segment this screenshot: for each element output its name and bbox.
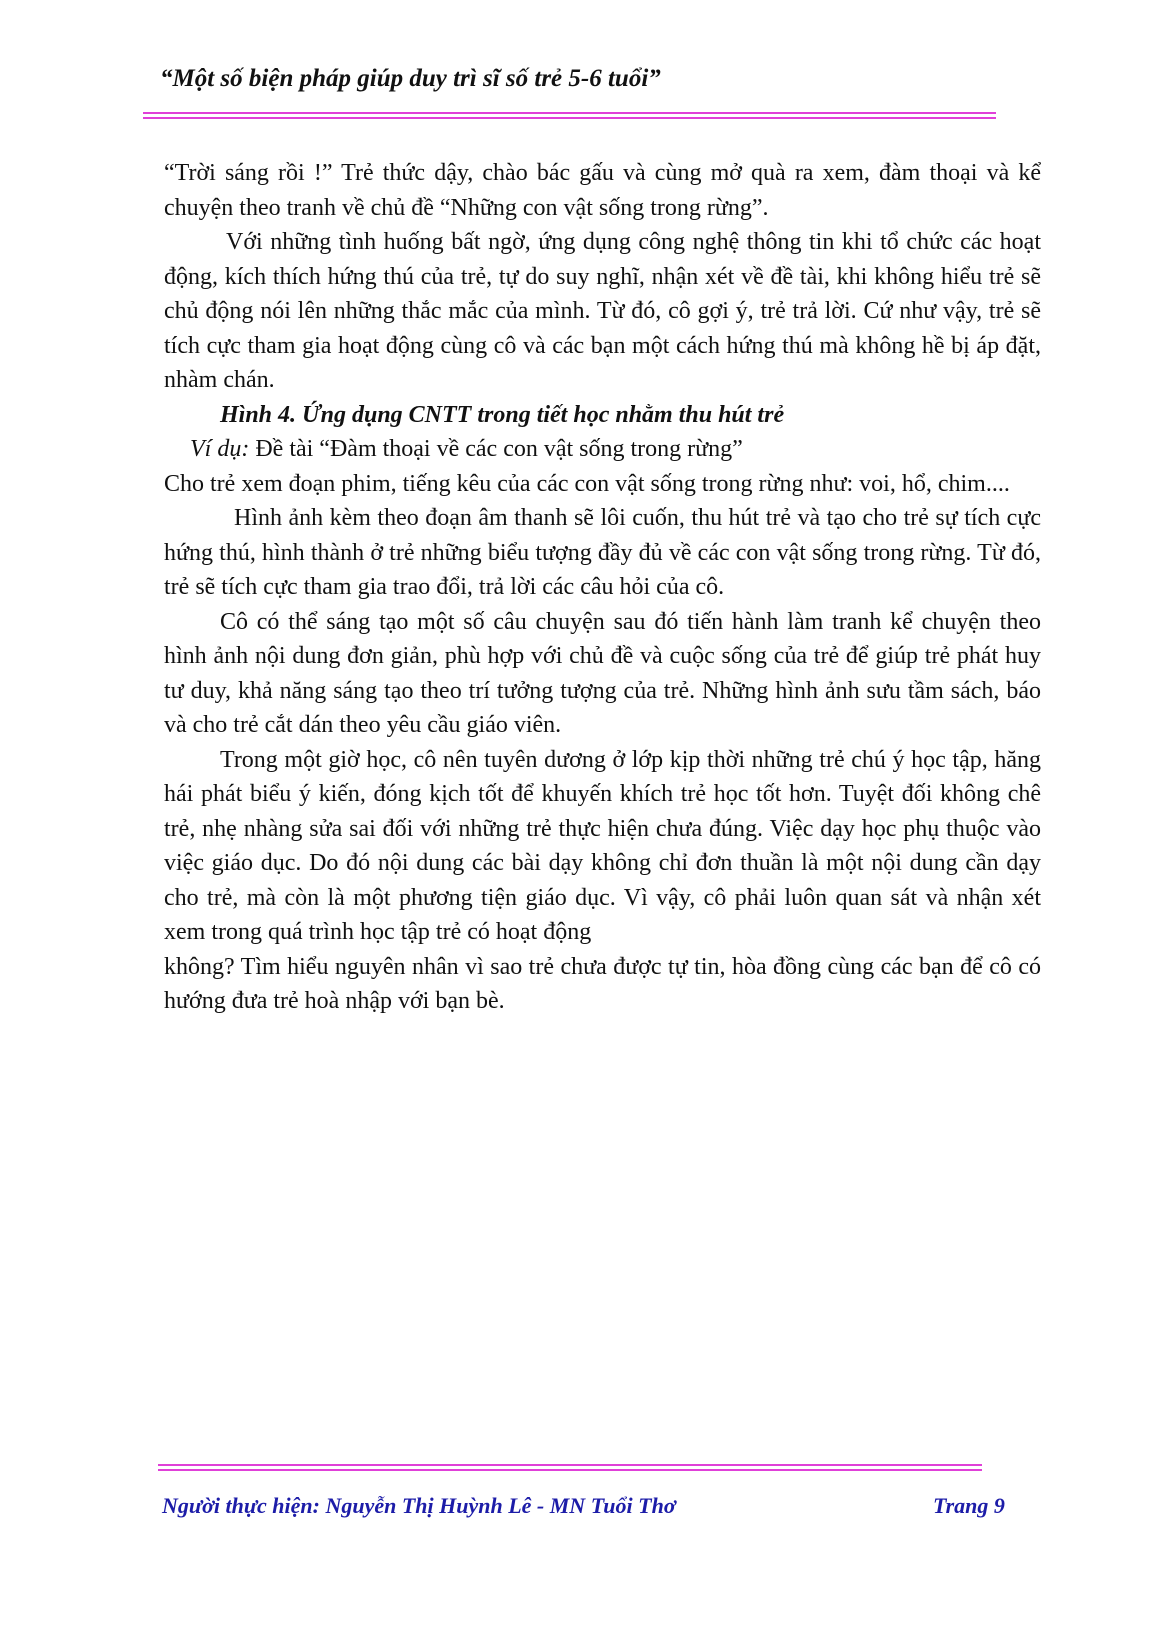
paragraph-5: Cô có thể sáng tạo một số câu chuyện sau đó tiến hành làm tranh kể chuyện theo hình ảnh nội dung đơn giản, phù hợp với chủ đề và cuộc sống của trẻ để giúp trẻ phát huy tư duy, khả năng sáng tạo theo trí tưởng tượng của trẻ. Những hình ảnh sưu tầm sách, báo và cho trẻ cắt dán theo yêu cầu giáo viên. (164, 608, 1041, 738)
page-number: Trang 9 (933, 1493, 1005, 1518)
page-header-title: “Một số biện pháp giúp duy trì sĩ số trẻ 5-6 tuổi” (160, 65, 661, 92)
figure-caption-text: Hình 4. Ứng dụng CNTT trong tiết học nhằm thu hút trẻ (220, 401, 785, 428)
footer-rule-top (158, 1464, 982, 1466)
footer-author: Người thực hiện: Nguyễn Thị Huỳnh Lê - MN Tuổi Thơ (162, 1493, 676, 1518)
footer-rule-bottom (158, 1469, 982, 1471)
figure-caption (164, 398, 1041, 433)
example-line (164, 432, 1041, 467)
paragraph-3: Cho trẻ xem đoạn phim, tiếng kêu của các con vật sống trong rừng như: voi, hổ, chim.... (164, 470, 1010, 497)
example-label: Ví dụ: (190, 436, 250, 462)
paragraph-7: không? Tìm hiểu nguyên nhân vì sao trẻ chưa được tự tin, hòa đồng cùng các bạn để cô có hướng đưa trẻ hoà nhập với bạn bè. (164, 953, 1041, 1014)
paragraph-6: Trong một giờ học, cô nên tuyên dương ở lớp kịp thời những trẻ chú ý học tập, hăng hái phát biểu ý kiến, đóng kịch tốt để khuyến khích trẻ học tốt hơn. Tuyệt đối không chê trẻ, nhẹ nhàng sửa sai đối với những trẻ thực hiện chưa đúng. Việc dạy học phụ thuộc vào việc giáo dục. Do đó nội dung các bài dạy không chỉ đơn thuần là một nội dung cần dạy cho trẻ, mà còn là một phương tiện giáo dục. Vì vậy, cô phải luôn quan sát và nhận xét xem trong quá trình học tập trẻ có hoạt động (164, 746, 1041, 945)
paragraph-4: Hình ảnh kèm theo đoạn âm thanh sẽ lôi cuốn, thu hút trẻ và tạo cho trẻ sự tích cực hứng thú, hình thành ở trẻ những biểu tượng đầy đủ về các con vật sống trong rừng. Từ đó, trẻ sẽ tích cực tham gia trao đổi, trả lời các câu hỏi của cô. (164, 505, 1041, 600)
example-text: Đề tài “Đàm thoại về các con vật sống trong rừng” (249, 436, 743, 462)
paragraph-1: “Trời sáng rồi !” Trẻ thức dậy, chào bác gấu và cùng mở quà ra xem, đàm thoại và kể chuyện theo tranh về chủ đề “Những con vật sống trong rừng”. (164, 160, 1041, 221)
document-body (164, 156, 1041, 1019)
header-rule-bottom (143, 117, 996, 119)
paragraph-2: Với những tình huống bất ngờ, ứng dụng công nghệ thông tin khi tổ chức các hoạt động, kích thích hứng thú của trẻ, tự do suy nghĩ, nhận xét về đề tài, khi không hiểu trẻ sẽ chủ động nói lên những thắc mắc của mình. Từ đó, cô gợi ý, trẻ trả lời. Cứ như vậy, trẻ sẽ tích cực tham gia hoạt động cùng cô và các bạn một cách hứng thú mà không hề bị áp đặt, nhàm chán. (164, 229, 1041, 393)
header-rule-top (143, 112, 996, 114)
